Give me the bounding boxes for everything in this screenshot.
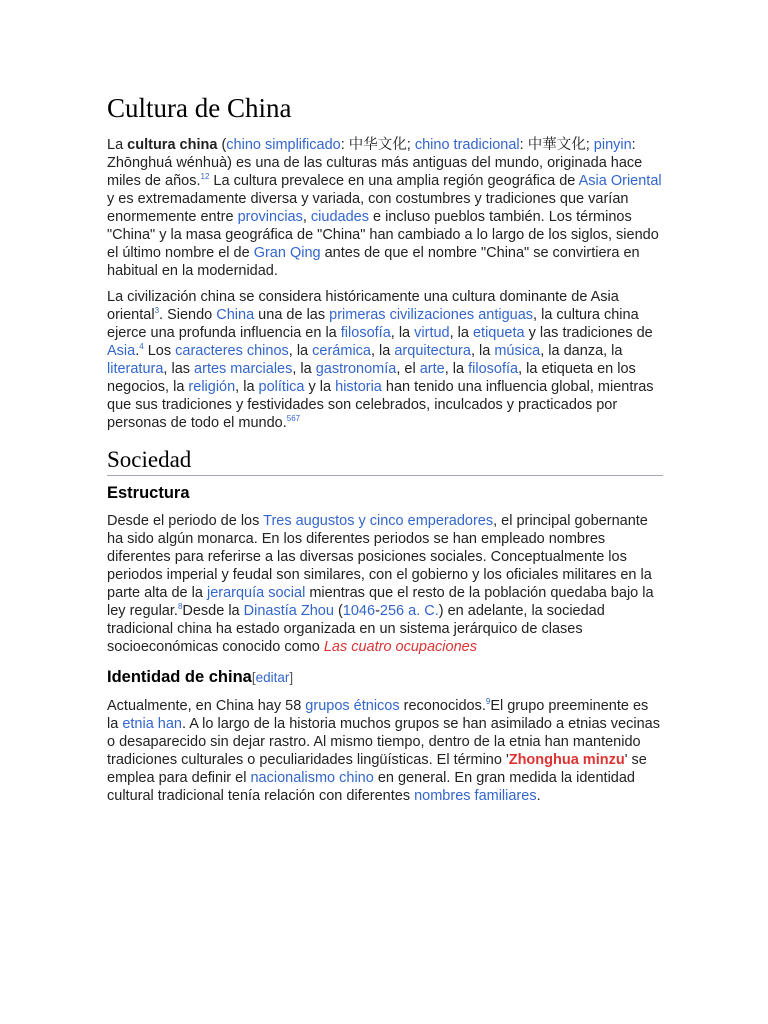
reference-link[interactable]: 4 <box>139 342 144 352</box>
text: y es extremadamente diversa y variada, con costumbres y tradiciones que varían enormemente entre <box>107 191 629 225</box>
link-provincias[interactable]: provincias <box>237 209 303 225</box>
text: ) en adelante, la sociedad tradicional china ha estado organizada en un sistema jerárquico de clases socioeconómicas conocido como <box>107 603 605 655</box>
link-dinastia-zhou[interactable]: Dinastía Zhou <box>243 603 334 619</box>
reference-link[interactable]: 8 <box>177 602 183 612</box>
edit-bracket-open: [ <box>251 670 256 685</box>
link-gastronomia[interactable]: gastronomía <box>315 361 397 377</box>
text: La civilización china se considera históricamente una cultura dominante de Asia oriental <box>107 289 619 323</box>
link-filosofia-2[interactable]: filosofía <box>468 361 519 377</box>
edit-bracket-close: ] <box>289 670 294 685</box>
link-china[interactable]: China <box>216 307 255 323</box>
link-arquitectura[interactable]: arquitectura <box>394 343 471 359</box>
text: , el <box>396 361 420 377</box>
redlink-zhonghua-minzu[interactable]: Zhonghua minzu <box>508 752 625 768</box>
link-year-256[interactable]: 256 a. C. <box>379 603 439 619</box>
text: . <box>135 343 140 359</box>
text: en general. En gran medida la identidad cultural tradicional tenía relación con diferentes <box>107 770 635 804</box>
text: La <box>107 137 128 153</box>
reference-link[interactable]: 12 <box>200 172 210 182</box>
text: ( <box>333 603 343 619</box>
text: : Zhōnghuá wénhuà) es una de las culturas más antiguas del mundo, originada hace miles de años. <box>107 137 643 189</box>
text: , la etiqueta en los negocios, la <box>107 361 636 395</box>
link-nacionalismo-chino[interactable]: nacionalismo chino <box>250 770 374 786</box>
text: , la <box>288 343 313 359</box>
text: ( <box>217 137 227 153</box>
text: . <box>536 788 541 804</box>
link-ciudades[interactable]: ciudades <box>310 209 369 225</box>
link-etiqueta[interactable]: etiqueta <box>472 325 525 341</box>
text: . A lo largo de la historia muchos grupos se han asimilado a etnias vecinas o desaparecido sin dejar rastro. Al mismo tiempo, dentro de la etnia han mantenido tradiciones culturales o peculiaridades lingüísticas. El término ' <box>107 716 660 768</box>
text: El grupo preeminente es la <box>107 698 649 732</box>
link-tres-augustos[interactable]: Tres augustos y cinco emperadores <box>263 513 494 529</box>
text: , la <box>292 361 316 377</box>
link-politica[interactable]: política <box>258 379 305 395</box>
text: , la <box>390 325 415 341</box>
link-asia-oriental[interactable]: Asia Oriental <box>578 173 662 189</box>
identidad-paragraph <box>107 697 663 805</box>
intro-paragraph-2 <box>107 288 663 432</box>
link-artes-marciales[interactable]: artes marciales <box>194 361 293 377</box>
link-primeras-civilizaciones[interactable]: primeras civilizaciones antiguas <box>329 307 534 323</box>
link-gran-qing[interactable]: Gran Qing <box>253 245 321 261</box>
text: , la <box>449 325 473 341</box>
link-year-1046[interactable]: 1046 <box>342 603 376 619</box>
intro-paragraph-1 <box>107 136 663 280</box>
page-title: Cultura de China <box>107 93 292 123</box>
link-religion[interactable]: religión <box>188 379 236 395</box>
link-virtud[interactable]: virtud <box>414 325 450 341</box>
text: La cultura prevalece en una amplia región geográfica de <box>209 173 579 189</box>
reference-link[interactable]: 9 <box>485 697 491 707</box>
text: . Siendo <box>159 307 217 323</box>
link-chino-simplificado[interactable]: chino simplificado <box>226 137 341 153</box>
text: : 中華文化; <box>519 137 594 153</box>
text: una de las <box>254 307 330 323</box>
text: Desde el periodo de los <box>107 513 264 529</box>
text: antes de que el nombre "China" se convirtiera en habitual en la modernidad. <box>107 245 640 279</box>
estructura-paragraph <box>107 512 663 656</box>
text: , <box>302 209 311 225</box>
link-arte[interactable]: arte <box>419 361 445 377</box>
link-nombres-familiares[interactable]: nombres familiares <box>414 788 537 804</box>
text: han tenido una influencia global, mientras que sus tradiciones y festividades son celebrados, inculcados y practicados por personas de todo el mundo. <box>107 379 654 431</box>
text: y la <box>304 379 336 395</box>
redlink-cuatro-ocupaciones[interactable]: Las cuatro ocupaciones <box>323 639 477 655</box>
link-literatura[interactable]: literatura <box>107 361 164 377</box>
text: , las <box>163 361 195 377</box>
text: y las tradiciones de <box>524 325 653 341</box>
link-asia[interactable]: Asia <box>107 343 136 359</box>
text: , la <box>370 343 395 359</box>
text: , la cultura china ejerce una profunda influencia en la <box>107 307 639 341</box>
text: - <box>375 603 380 619</box>
edit-link[interactable]: editar <box>255 670 290 685</box>
link-grupos-etnicos[interactable]: grupos étnicos <box>305 698 400 714</box>
link-pinyin[interactable]: pinyin <box>593 137 632 153</box>
text: e incluso pueblos también. Los términos "China" y la masa geográfica de "China" han cambiado a lo largo de los siglos, siendo el último nombre el de <box>107 209 659 261</box>
bold-term: cultura china <box>127 137 218 153</box>
link-historia[interactable]: historia <box>335 379 382 395</box>
link-musica[interactable]: música <box>494 343 541 359</box>
link-caracteres-chinos[interactable]: caracteres chinos <box>175 343 289 359</box>
text: reconocidos. <box>399 698 486 714</box>
link-jerarquia-social[interactable]: jerarquía social <box>206 585 306 601</box>
link-ceramica[interactable]: cerámica <box>312 343 371 359</box>
text: , la <box>444 361 469 377</box>
section-heading-sociedad: Sociedad <box>107 446 663 476</box>
article-content <box>107 86 663 813</box>
subsection-heading-estructura: Estructura <box>107 484 190 502</box>
heading-text: Identidad de china <box>107 668 252 686</box>
text: , el principal gobernante ha sido algún monarca. En los diferentes periodos se han empleado nombres diferentes para referirse a las diversas posiciones sociales. Conceptualmente los periodos imperial y feudal son similares, con el gobierno y los oficiales militares en la parte alta de la <box>107 513 652 601</box>
reference-link[interactable]: 567 <box>286 414 301 424</box>
edit-section-link <box>252 670 293 685</box>
text: , la danza, la <box>540 343 623 359</box>
text: , la <box>470 343 495 359</box>
link-chino-tradicional[interactable]: chino tradicional <box>414 137 520 153</box>
text: Desde la <box>182 603 244 619</box>
text: , la <box>235 379 259 395</box>
text: Los <box>143 343 176 359</box>
reference-link[interactable]: 3 <box>154 306 160 316</box>
text: ' se emplea para definir el <box>107 752 647 786</box>
text: mientras que el resto de la población quedaba bajo la ley regular. <box>107 585 654 619</box>
link-filosofia[interactable]: filosofía <box>340 325 391 341</box>
subsection-heading-identidad <box>107 666 663 689</box>
text: Actualmente, en China hay 58 <box>107 698 306 714</box>
text: : 中华文化; <box>340 137 415 153</box>
link-etnia-han[interactable]: etnia han <box>122 716 182 732</box>
